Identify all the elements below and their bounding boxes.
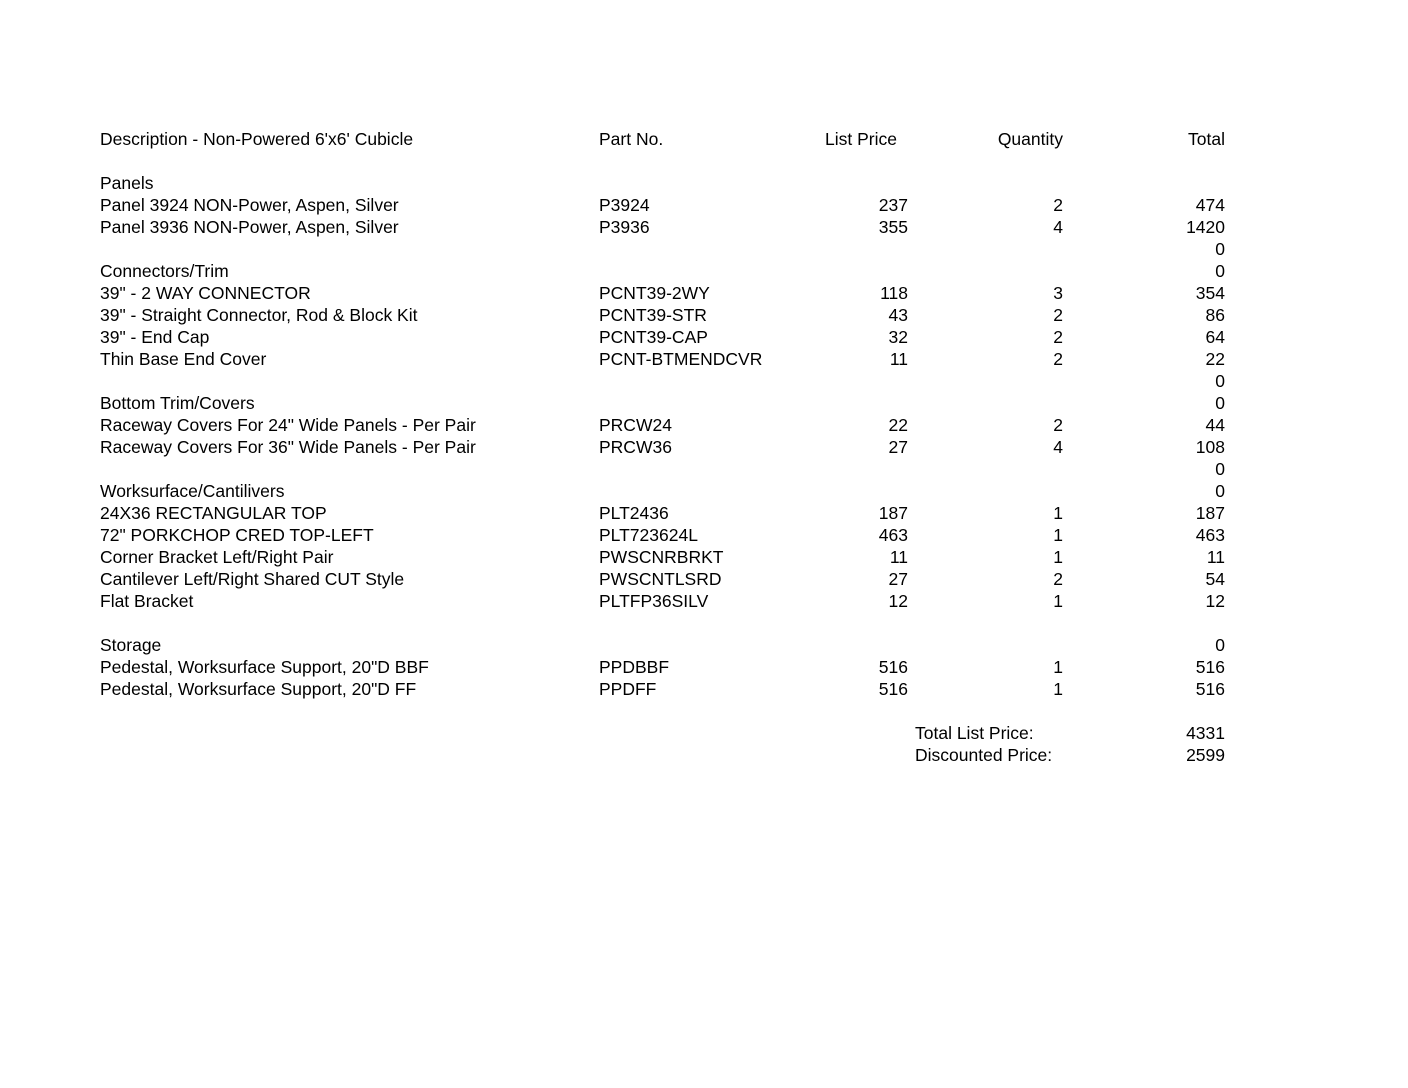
summary (100, 722, 1225, 766)
item-quantity: 2 (1053, 195, 1063, 215)
item-total: 0 (1215, 261, 1225, 281)
discounted-value: 2599 (1186, 745, 1225, 765)
item-description: Pedestal, Worksurface Support, 20"D FF (100, 679, 417, 699)
item-part-no: PCNT39-STR (599, 305, 707, 325)
item-list-price: 118 (880, 283, 908, 303)
table-row (100, 392, 1225, 414)
item-description: Worksurface/Cantilivers (100, 481, 285, 501)
item-part-no: PCNT39-2WY (599, 283, 710, 303)
header-part-no: Part No. (599, 129, 664, 149)
item-total: 0 (1215, 239, 1225, 259)
item-description: 39" - End Cap (100, 327, 210, 347)
item-part-no: PWSCNTLSRD (599, 569, 722, 589)
item-description: Cantilever Left/Right Shared CUT Style (100, 569, 405, 589)
item-list-price: 237 (878, 195, 908, 215)
item-total: 516 (1195, 679, 1225, 699)
table-row (100, 260, 1225, 282)
item-list-price: 11 (889, 349, 908, 369)
item-part-no: PLTFP36SILV (599, 591, 709, 611)
item-description: Storage (100, 635, 162, 655)
item-quantity: 3 (1053, 283, 1063, 303)
table-row (100, 348, 1225, 370)
table-row (100, 436, 1225, 458)
item-description: Panel 3924 NON-Power, Aspen, Silver (100, 195, 399, 215)
item-total: 516 (1195, 657, 1225, 677)
item-total: 354 (1195, 283, 1225, 303)
table-row (100, 304, 1225, 326)
item-part-no: PWSCNRBRKT (599, 547, 724, 567)
item-quantity: 1 (1053, 525, 1063, 545)
table-row (100, 524, 1225, 546)
header-row (100, 128, 1225, 150)
table-row (100, 546, 1225, 568)
item-total: 0 (1215, 481, 1225, 501)
item-list-price: 27 (888, 437, 908, 457)
item-part-no: PLT2436 (599, 503, 669, 523)
item-total: 0 (1215, 459, 1225, 479)
item-total: 0 (1215, 635, 1225, 655)
item-total: 1420 (1186, 217, 1225, 237)
item-total: 0 (1215, 393, 1225, 413)
table-row (100, 502, 1225, 524)
item-list-price: 12 (888, 591, 908, 611)
table-row (100, 656, 1225, 678)
table-row (100, 216, 1225, 238)
item-list-price: 355 (878, 217, 908, 237)
item-total: 11 (1206, 547, 1225, 567)
item-description: Corner Bracket Left/Right Pair (100, 547, 334, 567)
item-total: 474 (1195, 195, 1225, 215)
item-quantity: 1 (1053, 547, 1063, 567)
table-row (100, 678, 1225, 700)
item-description: Raceway Covers For 36" Wide Panels - Per Pair (100, 437, 476, 457)
item-description: Connectors/Trim (100, 261, 229, 281)
item-part-no: P3936 (599, 217, 650, 237)
total-list-row (100, 722, 1225, 744)
item-part-no: PRCW24 (599, 415, 672, 435)
item-part-no: PLT723624L (599, 525, 698, 545)
item-quantity: 2 (1053, 415, 1063, 435)
item-description: Flat Bracket (100, 591, 194, 611)
item-description: Bottom Trim/Covers (100, 393, 255, 413)
item-list-price: 43 (888, 305, 908, 325)
item-quantity: 1 (1053, 657, 1063, 677)
total-list-label: Total List Price: (915, 723, 1034, 743)
item-quantity: 4 (1053, 437, 1063, 457)
item-quantity: 1 (1053, 679, 1063, 699)
item-description: Panel 3936 NON-Power, Aspen, Silver (100, 217, 399, 237)
item-total: 0 (1215, 371, 1225, 391)
item-description: 24X36 RECTANGULAR TOP (100, 503, 327, 523)
table-row (100, 282, 1225, 304)
discounted-label: Discounted Price: (915, 745, 1053, 765)
header-total: Total (1188, 129, 1225, 149)
table-row (100, 590, 1225, 612)
item-total: 54 (1205, 569, 1225, 589)
total-list-value: 4331 (1186, 723, 1225, 743)
item-quantity: 4 (1053, 217, 1063, 237)
table-row (100, 370, 1225, 392)
table-row (100, 568, 1225, 590)
table-row (100, 458, 1225, 480)
item-total: 86 (1205, 305, 1225, 325)
table-row (100, 172, 1225, 194)
item-list-price: 463 (878, 525, 908, 545)
item-list-price: 27 (888, 569, 908, 589)
table-row (100, 238, 1225, 260)
item-list-price: 22 (888, 415, 908, 435)
item-description: 39" - 2 WAY CONNECTOR (100, 283, 311, 303)
table-row (100, 414, 1225, 436)
item-total: 12 (1205, 591, 1225, 611)
item-part-no: P3924 (599, 195, 650, 215)
item-quantity: 2 (1053, 327, 1063, 347)
table-row (100, 480, 1225, 502)
item-part-no: PPDFF (599, 679, 657, 699)
item-quantity: 1 (1053, 591, 1063, 611)
item-quantity: 2 (1053, 305, 1063, 325)
item-quantity: 2 (1053, 349, 1063, 369)
item-list-price: 516 (878, 679, 908, 699)
header-list-price: List Price (825, 129, 897, 149)
discounted-row (100, 744, 1225, 766)
item-part-no: PPDBBF (599, 657, 670, 677)
item-part-no: PCNT39-CAP (599, 327, 708, 347)
item-total: 108 (1195, 437, 1225, 457)
item-total: 463 (1195, 525, 1225, 545)
item-total: 44 (1205, 415, 1225, 435)
table-row (100, 194, 1225, 216)
item-list-price: 11 (889, 547, 908, 567)
item-quantity: 1 (1053, 503, 1063, 523)
table-row (100, 326, 1225, 348)
item-total: 187 (1195, 503, 1225, 523)
header-description: Description - Non-Powered 6'x6' Cubicle (100, 129, 414, 149)
item-total: 22 (1205, 349, 1225, 369)
item-list-price: 187 (878, 503, 908, 523)
item-list-price: 516 (878, 657, 908, 677)
table-row (100, 634, 1225, 656)
header-quantity: Quantity (997, 129, 1063, 149)
quote-sheet (100, 128, 1225, 766)
line-items (100, 172, 1225, 700)
table-row (100, 612, 1225, 634)
item-description: 72" PORKCHOP CRED TOP-LEFT (100, 525, 374, 545)
item-description: Pedestal, Worksurface Support, 20"D BBF (100, 657, 429, 677)
item-description: Panels (100, 173, 154, 193)
item-total: 64 (1205, 327, 1225, 347)
item-quantity: 2 (1053, 569, 1063, 589)
item-description: 39" - Straight Connector, Rod & Block Kit (100, 305, 418, 325)
item-list-price: 32 (888, 327, 908, 347)
item-description: Thin Base End Cover (100, 349, 267, 369)
item-part-no: PCNT-BTMENDCVR (599, 349, 763, 369)
item-part-no: PRCW36 (599, 437, 672, 457)
item-description: Raceway Covers For 24" Wide Panels - Per Pair (100, 415, 476, 435)
